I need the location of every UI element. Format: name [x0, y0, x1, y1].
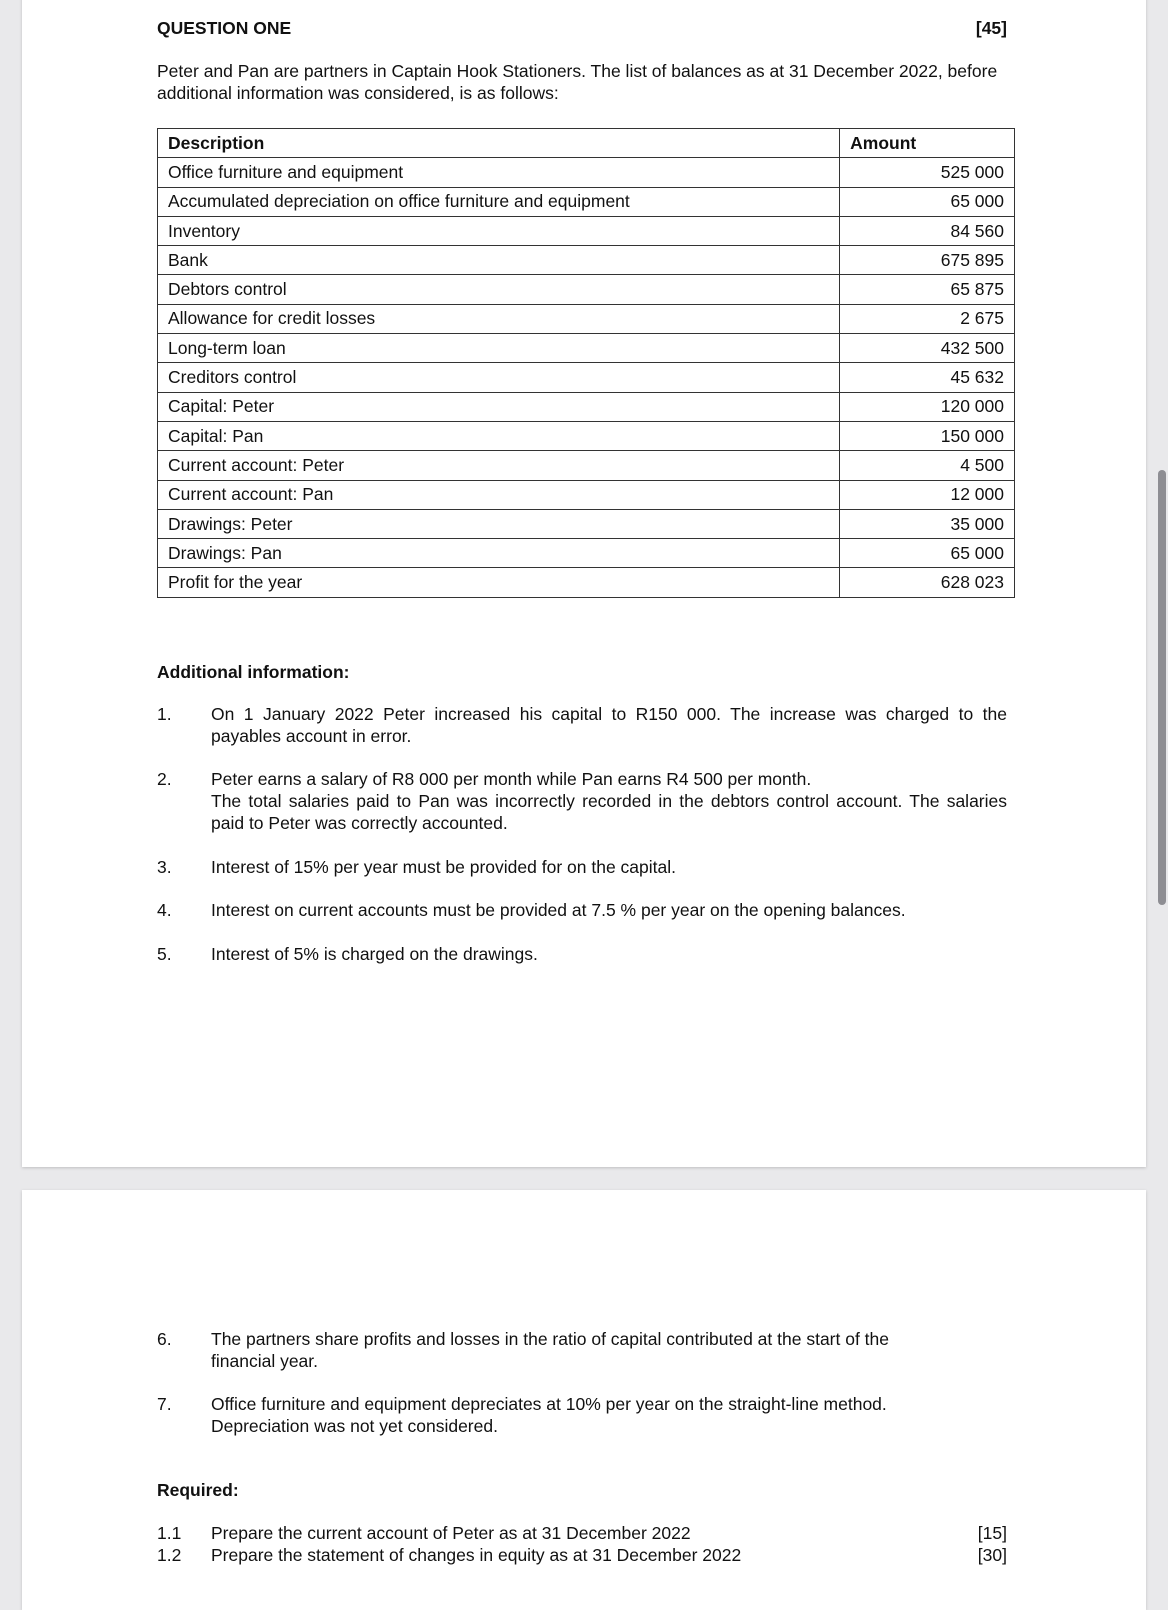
item-5-text: [211, 943, 1007, 965]
table-row: [158, 421, 1015, 450]
item-7-line-2: Depreciation was not yet considered.: [211, 1416, 498, 1436]
table-row: [158, 246, 1015, 275]
item-7-line-1: Office furniture and equipment depreciates at 10% per year on the straight-line method.: [211, 1394, 887, 1414]
cell-amount: 525 000: [840, 158, 1015, 187]
item-4-number: 4.: [157, 900, 172, 920]
question-title: QUESTION ONE: [157, 18, 292, 38]
cell-amount: 120 000: [840, 392, 1015, 421]
cell-description: Allowance for credit losses: [158, 304, 840, 333]
item-6-number: 6.: [157, 1329, 172, 1349]
item-7-text: [211, 1393, 1007, 1437]
vertical-scrollbar[interactable]: [1158, 470, 1166, 905]
required-1-number: 1.1: [157, 1523, 182, 1543]
cell-description: Drawings: Peter: [158, 509, 840, 538]
cell-amount: 65 000: [840, 539, 1015, 568]
table-row: [158, 509, 1015, 538]
list-of-balances-table: [157, 128, 1015, 598]
cell-description: Office furniture and equipment: [158, 158, 840, 187]
item-4-line: Interest on current accounts must be provided at 7.5 % per year on the opening balances.: [211, 900, 906, 920]
cell-description: Accumulated depreciation on office furniture and equipment: [158, 187, 840, 216]
additional-heading: Additional information:: [157, 662, 350, 682]
table-row: [158, 158, 1015, 187]
item-3-line: Interest of 15% per year must be provided for on the capital.: [211, 857, 676, 877]
required-1-marks: [15]: [977, 1523, 1007, 1543]
item-1-text: [211, 703, 1007, 747]
cell-amount: 12 000: [840, 480, 1015, 509]
required-2-number: 1.2: [157, 1545, 182, 1565]
table-row: [158, 539, 1015, 568]
cell-description: Inventory: [158, 216, 840, 245]
table-row: [158, 392, 1015, 421]
cell-amount: 65 000: [840, 187, 1015, 216]
item-1-line: On 1 January 2022 Peter increased his capital to R150 000. The increase was charged to the payables account in error.: [211, 704, 1007, 746]
required-1-text: Prepare the current account of Peter as at 31 December 2022: [211, 1523, 691, 1543]
required-heading: Required:: [157, 1480, 239, 1500]
cell-description: Debtors control: [158, 275, 840, 304]
table-row: [158, 334, 1015, 363]
item-6-text: [211, 1328, 951, 1372]
required-2-text: Prepare the statement of changes in equity as at 31 December 2022: [211, 1545, 742, 1565]
table-row: [158, 187, 1015, 216]
header-description: Description: [158, 129, 840, 158]
item-2-text: [211, 768, 1007, 834]
cell-amount: 45 632: [840, 363, 1015, 392]
cell-amount: 150 000: [840, 421, 1015, 450]
question-marks: [45]: [975, 18, 1007, 38]
item-1-number: 1.: [157, 704, 172, 724]
required-2-marks: [30]: [977, 1545, 1007, 1565]
table-row: [158, 304, 1015, 333]
cell-description: Capital: Peter: [158, 392, 840, 421]
cell-description: Capital: Pan: [158, 421, 840, 450]
cell-description: Creditors control: [158, 363, 840, 392]
header-amount: Amount: [840, 129, 1015, 158]
cell-description: Current account: Peter: [158, 451, 840, 480]
cell-amount: 2 675: [840, 304, 1015, 333]
cell-amount: 4 500: [840, 451, 1015, 480]
item-4-text: [211, 899, 1007, 921]
cell-amount: 432 500: [840, 334, 1015, 363]
question-intro: Peter and Pan are partners in Captain Hook Stationers. The list of balances as at 31 December 2022, before additional information was considered, is as follows:: [157, 61, 998, 103]
table-row: [158, 568, 1015, 597]
table-row: [158, 451, 1015, 480]
cell-amount: 84 560: [840, 216, 1015, 245]
cell-amount: 65 875: [840, 275, 1015, 304]
item-6-line: The partners share profits and losses in the ratio of capital contributed at the start of the financial year.: [211, 1329, 890, 1371]
item-2-line-2: The total salaries paid to Pan was incorrectly recorded in the debtors control account. The salaries paid to Peter was correctly accounted.: [211, 791, 1007, 833]
cell-description: Drawings: Pan: [158, 539, 840, 568]
table-row: [158, 480, 1015, 509]
table-row: [158, 363, 1015, 392]
item-5-number: 5.: [157, 944, 172, 964]
item-3-number: 3.: [157, 857, 172, 877]
cell-description: Profit for the year: [158, 568, 840, 597]
item-2-line-1: Peter earns a salary of R8 000 per month while Pan earns R4 500 per month.: [211, 769, 812, 789]
item-3-text: [211, 856, 1007, 878]
item-7-number: 7.: [157, 1394, 172, 1414]
cell-description: Bank: [158, 246, 840, 275]
cell-description: Current account: Pan: [158, 480, 840, 509]
cell-amount: 628 023: [840, 568, 1015, 597]
cell-description: Long-term loan: [158, 334, 840, 363]
table-row: [158, 216, 1015, 245]
table-header-row: [158, 129, 1015, 158]
cell-amount: 35 000: [840, 509, 1015, 538]
table-body: [158, 158, 1015, 597]
cell-amount: 675 895: [840, 246, 1015, 275]
item-5-line: Interest of 5% is charged on the drawings.: [211, 944, 538, 964]
item-2-number: 2.: [157, 769, 172, 789]
table-row: [158, 275, 1015, 304]
